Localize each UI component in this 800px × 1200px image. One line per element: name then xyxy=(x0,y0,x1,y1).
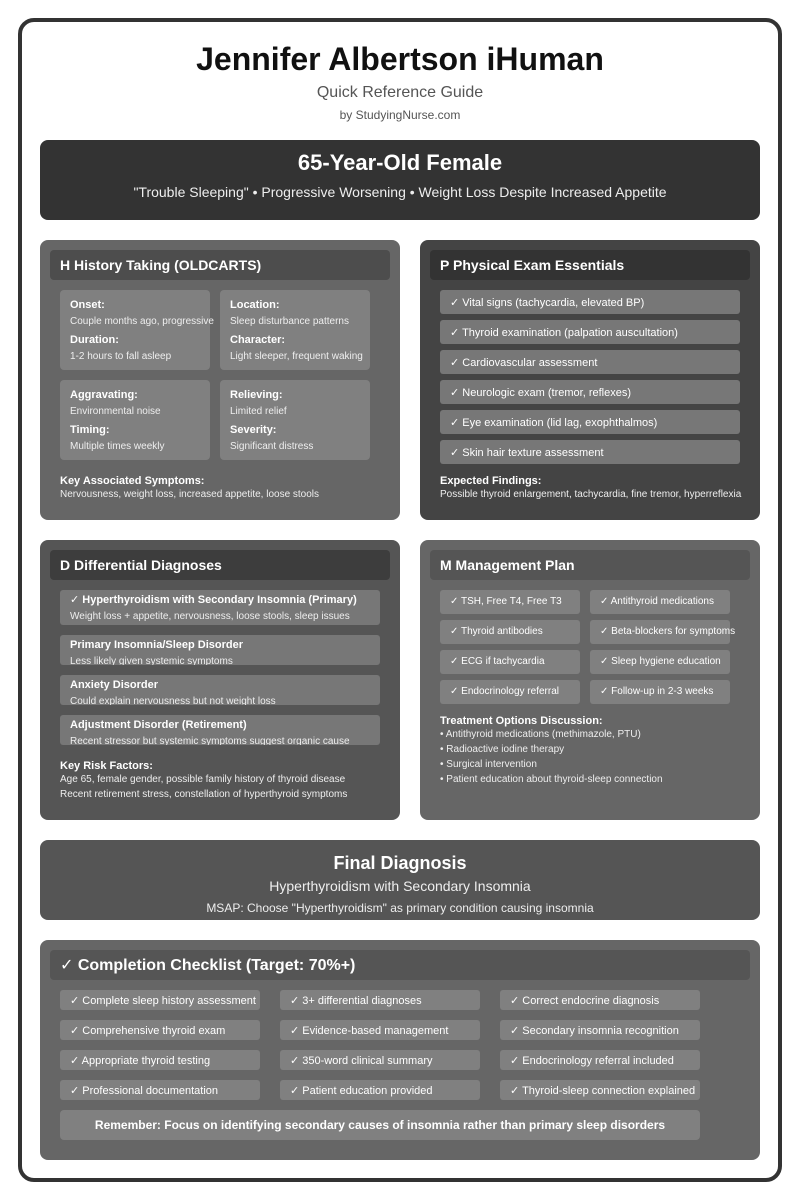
byline: by StudyingNurse.com xyxy=(339,108,461,122)
exam-item: ✓ Cardiovascular assessment xyxy=(440,350,740,374)
associated-symptoms-heading: Key Associated Symptoms: xyxy=(60,475,205,487)
header xyxy=(0,40,800,122)
diagnosis-text: Less likely given systemic symptoms xyxy=(70,656,233,665)
management-panel xyxy=(420,540,760,820)
checklist-item: ✓ Complete sleep history assessment xyxy=(60,990,260,1010)
checklist-item: ✓ Patient education provided xyxy=(280,1080,480,1100)
checklist-item: ✓ Secondary insomnia recognition xyxy=(500,1020,700,1040)
oldcarts-value: Light sleeper, frequent waking xyxy=(230,351,363,362)
oldcarts-value: Sleep disturbance patterns xyxy=(230,316,349,327)
reminder-note: Remember: Focus on identifying secondary causes of insomnia rather than primary sleep disorders xyxy=(60,1110,700,1140)
checklist-item: ✓ Appropriate thyroid testing xyxy=(60,1050,260,1070)
treatment-option: • Patient education about thyroid-sleep connection xyxy=(440,774,663,785)
oldcarts-value: 1-2 hours to fall asleep xyxy=(70,351,172,362)
oldcarts-value: Couple months ago, progressive xyxy=(70,316,214,327)
history-panel xyxy=(40,240,400,520)
treatment-options xyxy=(440,715,663,787)
oldcarts-label: Character: xyxy=(230,334,286,346)
final-diagnosis-value: Hyperthyroidism with Secondary Insomnia xyxy=(269,878,531,894)
oldcarts-card xyxy=(220,290,370,370)
oldcarts-label: Severity: xyxy=(230,424,277,436)
exam-item: ✓ Vital signs (tachycardia, elevated BP) xyxy=(440,290,740,314)
oldcarts-value: Significant distress xyxy=(230,441,314,452)
patient-summary: "Trouble Sleeping" • Progressive Worsening • Weight Loss Despite Increased Appetite xyxy=(133,184,667,200)
treatment-option: • Radioactive iodine therapy xyxy=(440,744,565,755)
diagnosis-title: ✓ Hyperthyroidism with Secondary Insomnia (Primary) xyxy=(70,594,357,606)
physical-heading: P Physical Exam Essentials xyxy=(430,250,750,280)
patient-banner xyxy=(40,140,760,220)
oldcarts-label: Onset: xyxy=(70,299,105,311)
checklist-item: ✓ Comprehensive thyroid exam xyxy=(60,1020,260,1040)
oldcarts-card xyxy=(60,290,214,370)
page-title: Jennifer Albertson iHuman xyxy=(196,41,604,77)
diagnosis-title: Primary Insomnia/Sleep Disorder xyxy=(70,639,244,651)
risk-factors-heading: Key Risk Factors: xyxy=(60,760,153,772)
checklist-item: ✓ Endocrinology referral included xyxy=(500,1050,700,1070)
oldcarts-card xyxy=(220,380,370,460)
diagnosis-title: Adjustment Disorder (Retirement) xyxy=(70,719,247,731)
treatment-option: • Surgical intervention xyxy=(440,759,537,770)
plan-item: ✓ Beta-blockers for symptoms xyxy=(590,620,730,644)
management-heading: M Management Plan xyxy=(430,550,750,580)
differential-panel xyxy=(40,540,400,820)
diagnosis-item xyxy=(60,635,380,665)
differential-heading: D Differential Diagnoses xyxy=(50,550,390,580)
risk-factors-line: Recent retirement stress, constellation of hyperthyroid symptoms xyxy=(60,789,348,800)
risk-factors xyxy=(60,760,347,802)
associated-symptoms xyxy=(60,475,319,502)
diagnosis-title: Anxiety Disorder xyxy=(70,679,159,691)
exam-item: ✓ Neurologic exam (tremor, reflexes) xyxy=(440,380,740,404)
exam-item: ✓ Thyroid examination (palpation auscultation) xyxy=(440,320,740,344)
checklist-item: ✓ 350-word clinical summary xyxy=(280,1050,480,1070)
plan-item: ✓ ECG if tachycardia xyxy=(440,650,580,674)
diagnosis-item xyxy=(60,715,380,745)
expected-findings-heading: Expected Findings: xyxy=(440,475,542,487)
oldcarts-label: Aggravating: xyxy=(70,389,138,401)
oldcarts-value: Multiple times weekly xyxy=(70,441,165,452)
msap-note: MSAP: Choose "Hyperthyroidism" as primary condition causing insomnia xyxy=(206,901,594,915)
diagnosis-text: Recent stressor but systemic symptoms suggest organic cause xyxy=(70,736,350,745)
plan-item: ✓ Follow-up in 2-3 weeks xyxy=(590,680,730,704)
physical-panel xyxy=(420,240,760,520)
checklist-heading: ✓ Completion Checklist (Target: 70%+) xyxy=(50,950,750,980)
plan-item: ✓ Antithyroid medications xyxy=(590,590,730,614)
checklist-item: ✓ Correct endocrine diagnosis xyxy=(500,990,700,1010)
oldcarts-label: Relieving: xyxy=(230,389,283,401)
oldcarts-value: Environmental noise xyxy=(70,406,161,417)
oldcarts-label: Location: xyxy=(230,299,280,311)
completion-checklist xyxy=(40,940,760,1160)
plan-item: ✓ Thyroid antibodies xyxy=(440,620,580,644)
oldcarts-card xyxy=(60,380,210,460)
checklist-item: ✓ Thyroid-sleep connection explained xyxy=(500,1080,700,1100)
diagnosis-text: Weight loss + appetite, nervousness, loose stools, sleep issues xyxy=(70,611,350,622)
expected-findings-text: Possible thyroid enlargement, tachycardia, fine tremor, hyperreflexia xyxy=(440,489,742,500)
checklist-item: ✓ Professional documentation xyxy=(60,1080,260,1100)
risk-factors-line: Age 65, female gender, possible family history of thyroid disease xyxy=(60,774,346,785)
exam-item: ✓ Eye examination (lid lag, exophthalmos) xyxy=(440,410,740,434)
oldcarts-value: Limited relief xyxy=(230,406,287,417)
treatment-options-heading: Treatment Options Discussion: xyxy=(440,715,603,727)
diagnosis-item xyxy=(60,590,380,625)
diagnosis-text: Could explain nervousness but not weight loss xyxy=(70,696,276,705)
plan-item: ✓ Sleep hygiene education xyxy=(590,650,730,674)
patient-title: 65-Year-Old Female xyxy=(297,150,503,175)
plan-item: ✓ TSH, Free T4, Free T3 xyxy=(440,590,580,614)
oldcarts-label: Timing: xyxy=(70,424,110,436)
checklist-item: ✓ Evidence-based management xyxy=(280,1020,480,1040)
diagnosis-item xyxy=(60,675,380,705)
expected-findings xyxy=(440,475,741,502)
oldcarts-label: Duration: xyxy=(70,334,119,346)
final-diagnosis-title: Final Diagnosis xyxy=(333,853,467,873)
exam-item: ✓ Skin hair texture assessment xyxy=(440,440,740,464)
associated-symptoms-text: Nervousness, weight loss, increased appetite, loose stools xyxy=(60,489,320,500)
plan-item: ✓ Endocrinology referral xyxy=(440,680,580,704)
treatment-option: • Antithyroid medications (methimazole, PTU) xyxy=(440,729,641,740)
history-heading: H History Taking (OLDCARTS) xyxy=(50,250,390,280)
checklist-item: ✓ 3+ differential diagnoses xyxy=(280,990,480,1010)
page-subtitle: Quick Reference Guide xyxy=(316,84,484,101)
final-diagnosis xyxy=(40,840,760,920)
